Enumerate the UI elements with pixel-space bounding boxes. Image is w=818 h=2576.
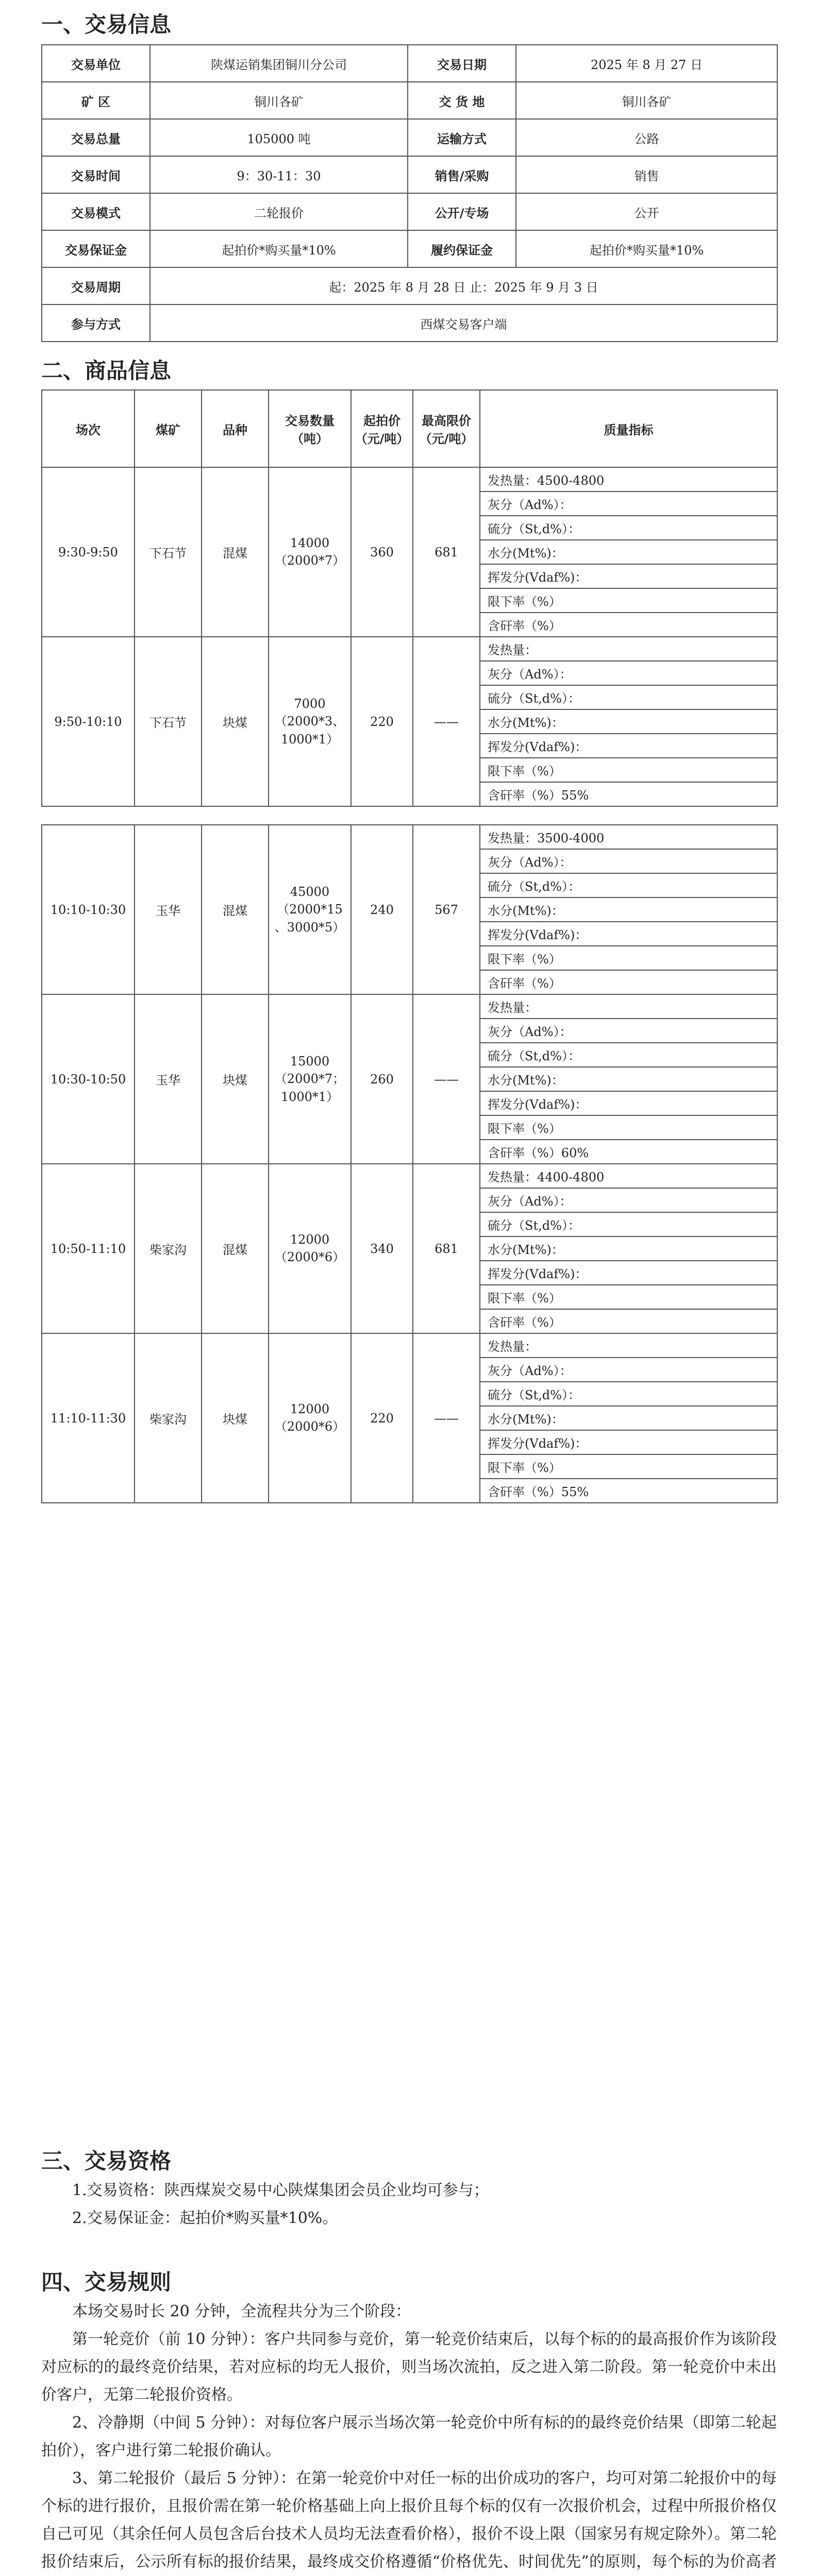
label: 交易日期 xyxy=(408,45,516,82)
section-goods-info xyxy=(41,355,777,1503)
way-value: 西煤交易客户端 xyxy=(150,304,777,342)
goods-cell-max: 567 xyxy=(413,825,480,994)
quality-indicator: 灰分（Ad%）： xyxy=(480,1188,777,1212)
goods-cell-slot: 10:50-11:10 xyxy=(42,1164,135,1333)
goods-header-row xyxy=(42,390,777,467)
label: 交 货 地 xyxy=(408,82,516,119)
quality-indicator: 发热量：4500-4800 xyxy=(480,467,777,492)
label: 交易周期 xyxy=(42,267,150,304)
goods-cell-max: —— xyxy=(413,1333,480,1503)
total-value: 105000 吨 xyxy=(150,119,408,156)
goods-table xyxy=(41,389,777,1503)
quality-indicator: 限下率（%） xyxy=(480,1115,777,1140)
paragraph: 第一轮竞价（前 10 分钟）：客户共同参与竞价，第一轮竞价结束后，以每个标的的最高报价作为该阶段对应标的的最终竞价结果，若对应标的均无人报价，则当场次流拍，反之进入第二阶段。第一轮竞价中未出价客户，无第二轮报价资格。 xyxy=(41,2330,777,2404)
section-title: 一、交易信息 xyxy=(41,12,172,37)
quality-indicator: 含矸率（%） xyxy=(480,613,777,637)
label: 公开/专场 xyxy=(408,193,516,230)
quality-indicator: 限下率（%） xyxy=(480,588,777,613)
quality-indicator: 灰分（Ad%）： xyxy=(480,661,777,685)
column-header: 交易数量（吨） xyxy=(269,390,351,467)
quality-indicator: 含矸率（%） xyxy=(480,1309,777,1333)
quality-indicator: 水分(Mt%)： xyxy=(480,540,777,564)
quality-indicator: 挥发分(Vdaf%)： xyxy=(480,1261,777,1285)
goods-cell-qty: 7000 （2000*3、 1000*1） xyxy=(269,637,351,806)
goods-row xyxy=(42,994,777,1019)
column-header: 起拍价（元/吨） xyxy=(351,390,413,467)
quality-indicator: 限下率（%） xyxy=(480,1454,777,1479)
mode-value: 二轮报价 xyxy=(150,193,408,230)
goods-cell-mine: 柴家沟 xyxy=(135,1164,202,1333)
label: 参与方式 xyxy=(42,304,150,342)
quality-indicator: 灰分（Ad%）： xyxy=(480,1358,777,1382)
transport-value: 公路 xyxy=(516,119,777,156)
goods-cell-mine: 柴家沟 xyxy=(135,1333,202,1503)
perf-value: 起拍价*购买量*10% xyxy=(516,230,777,267)
goods-cell-max: —— xyxy=(413,994,480,1164)
quality-indicator: 发热量： xyxy=(480,1333,777,1358)
goods-row xyxy=(42,1164,777,1188)
goods-row xyxy=(42,1333,777,1358)
label: 履约保证金 xyxy=(408,230,516,267)
goods-cell-slot: 10:10-10:30 xyxy=(42,825,135,994)
mine-value: 铜川各矿 xyxy=(150,82,408,119)
quality-indicator: 硫分（St,d%）： xyxy=(480,516,777,540)
goods-cell-slot: 11:10-11:30 xyxy=(42,1333,135,1503)
label: 交易模式 xyxy=(42,193,150,230)
quality-indicator: 灰分（Ad%）： xyxy=(480,492,777,516)
goods-cell-start: 220 xyxy=(351,1333,413,1503)
goods-cell-kind: 混煤 xyxy=(202,467,269,637)
goods-cell-kind: 块煤 xyxy=(202,1333,269,1503)
goods-cell-qty: 12000 （2000*6） xyxy=(269,1333,351,1503)
paragraph: 2.交易保证金：起拍价*购买量*10%。 xyxy=(72,2209,338,2227)
period-value: 起：2025 年 8 月 28 日 止：2025 年 9 月 3 日 xyxy=(150,267,777,304)
column-header: 质量指标 xyxy=(480,390,777,467)
label: 交易总量 xyxy=(42,119,150,156)
goods-cell-qty: 45000 （2000*15 、3000*5） xyxy=(269,825,351,994)
goods-table-block xyxy=(41,824,778,1503)
section-qualification xyxy=(41,2146,777,2232)
goods-cell-max: 681 xyxy=(413,1164,480,1333)
quality-indicator: 限下率（%） xyxy=(480,1285,777,1309)
quality-indicator: 硫分（St,d%）： xyxy=(480,685,777,709)
quality-indicator: 水分(Mt%)： xyxy=(480,1236,777,1261)
quality-indicator: 挥发分(Vdaf%)： xyxy=(480,564,777,588)
column-header: 最高限价（元/吨） xyxy=(413,390,480,467)
section-title: 三、交易资格 xyxy=(41,2148,172,2174)
quality-indicator: 发热量：4400-4800 xyxy=(480,1164,777,1188)
label: 运输方式 xyxy=(408,119,516,156)
seller-value: 陕煤运销集团铜川分公司 xyxy=(150,45,408,82)
goods-cell-start: 240 xyxy=(351,825,413,994)
goods-cell-mine: 玉华 xyxy=(135,994,202,1164)
quality-indicator: 限下率（%） xyxy=(480,758,777,782)
goods-cell-qty: 14000 （2000*7） xyxy=(269,467,351,637)
goods-cell-kind: 块煤 xyxy=(202,637,269,806)
quality-indicator: 挥发分(Vdaf%)： xyxy=(480,1091,777,1115)
quality-indicator: 挥发分(Vdaf%)： xyxy=(480,734,777,758)
label: 销售/采购 xyxy=(408,156,516,193)
goods-cell-qty: 15000 （2000*7； 1000*1） xyxy=(269,994,351,1164)
goods-table-block xyxy=(41,389,778,807)
quality-indicator: 水分(Mt%)： xyxy=(480,709,777,734)
paragraph: 3、第二轮报价（最后 5 分钟）：在第一轮竞价中对任一标的出价成功的客户，均可对第二轮报价中的每个标的进行报价，且报价需在第一轮价格基础上向上报价且每个标的仅有一次报价机会，过程中所报价格仅自己可见（其余任何人员包含后台技术人员均无法查看价格），报价不设上限（国家另有规定除外）。第二轮报价结束后，公示所有标的报价结果，最终成交价格遵循“价格优先、时间优先”的原则，每个标的为价高者 xyxy=(41,2469,777,2571)
quality-indicator: 发热量： xyxy=(480,637,777,661)
quality-indicator: 限下率（%） xyxy=(480,946,777,970)
quality-indicator: 灰分（Ad%）： xyxy=(480,849,777,873)
time-value: 9：30-11：30 xyxy=(150,156,408,193)
label: 矿 区 xyxy=(42,82,150,119)
goods-cell-mine: 下石节 xyxy=(135,637,202,806)
goods-cell-mine: 玉华 xyxy=(135,825,202,994)
label: 交易保证金 xyxy=(42,230,150,267)
goods-cell-kind: 混煤 xyxy=(202,825,269,994)
goods-cell-start: 260 xyxy=(351,994,413,1164)
date-value: 2025 年 8 月 27 日 xyxy=(516,45,777,82)
label: 交易单位 xyxy=(42,45,150,82)
quality-indicator: 硫分（St,d%）： xyxy=(480,1043,777,1067)
quality-indicator: 硫分（St,d%）： xyxy=(480,1382,777,1406)
goods-cell-start: 360 xyxy=(351,467,413,637)
section-trade-info xyxy=(41,9,777,342)
goods-row xyxy=(42,637,777,661)
section-title: 四、交易规则 xyxy=(41,2269,172,2295)
quality-indicator: 含矸率（%） xyxy=(480,970,777,994)
public-value: 公开 xyxy=(516,193,777,230)
quality-indicator: 挥发分(Vdaf%)： xyxy=(480,922,777,946)
deposit-value: 起拍价*购买量*10% xyxy=(150,230,408,267)
trade-info-table xyxy=(41,44,778,342)
site-value: 铜川各矿 xyxy=(516,82,777,119)
goods-cell-slot: 9:50-10:10 xyxy=(42,637,135,806)
goods-cell-mine: 下石节 xyxy=(135,467,202,637)
section-title: 二、商品信息 xyxy=(41,358,172,383)
quality-indicator: 硫分（St,d%）： xyxy=(480,1212,777,1236)
quality-indicator: 含矸率（%）60% xyxy=(480,1140,777,1164)
quality-indicator: 含矸率（%）55% xyxy=(480,1479,777,1503)
quality-indicator: 水分(Mt%)： xyxy=(480,1406,777,1430)
sale-value: 销售 xyxy=(516,156,777,193)
goods-cell-start: 340 xyxy=(351,1164,413,1333)
goods-cell-slot: 10:30-10:50 xyxy=(42,994,135,1164)
goods-cell-max: 681 xyxy=(413,467,480,637)
column-header: 品种 xyxy=(202,390,269,467)
goods-row xyxy=(42,825,777,849)
column-header: 煤矿 xyxy=(135,390,202,467)
paragraph: 1.交易资格：陕西煤炭交易中心陕煤集团会员企业均可参与； xyxy=(72,2181,489,2199)
goods-cell-slot: 9:30-9:50 xyxy=(42,467,135,637)
goods-cell-kind: 块煤 xyxy=(202,994,269,1164)
goods-cell-qty: 12000 （2000*6） xyxy=(269,1164,351,1333)
goods-row xyxy=(42,467,777,492)
quality-indicator: 挥发分(Vdaf%)： xyxy=(480,1430,777,1454)
quality-indicator: 灰分（Ad%）： xyxy=(480,1019,777,1043)
quality-indicator: 发热量： xyxy=(480,994,777,1019)
label: 交易时间 xyxy=(42,156,150,193)
quality-indicator: 水分(Mt%)： xyxy=(480,1067,777,1091)
quality-indicator: 水分(Mt%)： xyxy=(480,897,777,922)
quality-indicator: 含矸率（%）55% xyxy=(480,782,777,806)
goods-cell-start: 220 xyxy=(351,637,413,806)
goods-cell-max: —— xyxy=(413,637,480,806)
quality-indicator: 硫分（St,d%）： xyxy=(480,873,777,897)
goods-cell-kind: 混煤 xyxy=(202,1164,269,1333)
paragraph: 本场交易时长 20 分钟，全流程共分为三个阶段： xyxy=(72,2302,411,2320)
quality-indicator: 发热量：3500-4000 xyxy=(480,825,777,849)
section-rules xyxy=(41,2267,777,2576)
paragraph: 2、冷静期（中间 5 分钟）：对每位客户展示当场次第一轮竞价中所有标的的最终竞价结果（即第二轮起拍价），客户进行第二轮报价确认。 xyxy=(41,2414,777,2460)
column-header: 场次 xyxy=(42,390,135,467)
